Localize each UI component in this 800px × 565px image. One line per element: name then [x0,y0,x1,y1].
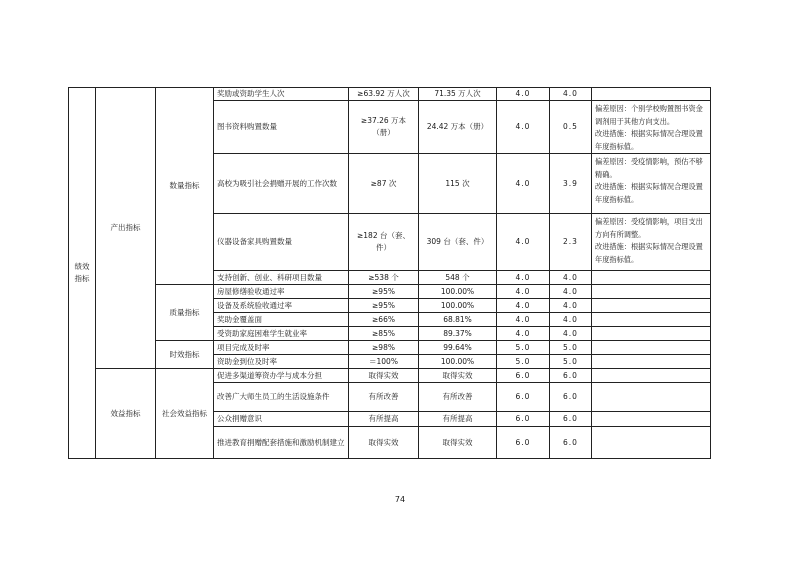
target-cell: 有所改善 [349,383,419,412]
note-cell [592,88,711,101]
indicator-cell: 资助金到位及时率 [214,355,349,369]
table-row [69,88,711,101]
note-cell [592,383,711,412]
deviation-reason-text: 偏差原因：受疫情影响，预估不够精确。 [595,157,703,179]
improvement-measure-text: 改进措施：根据实际情况合理设置年度指标值。 [595,242,703,264]
indicator-cell: 房屋修缮验收通过率 [214,285,349,299]
performance-indicator-table [68,87,711,459]
score-cell: 4.0 [550,327,592,341]
benefit-indicator-cell: 效益指标 [96,369,156,459]
indicator-cell: 仪器设备家具购置数量 [214,214,349,271]
actual-cell: 89.37% [419,327,497,341]
target-cell: ≥63.92 万人次 [349,88,419,101]
actual-cell: 68.81% [419,313,497,327]
actual-cell: 24.42 万本（册） [419,101,497,154]
target-cell: ≥87 次 [349,154,419,214]
weight-cell: 5.0 [497,341,550,355]
level1-cell: 绩效指标 [69,88,96,459]
note-cell [592,341,711,355]
score-cell: 5.0 [550,341,592,355]
target-cell: ＝100% [349,355,419,369]
weight-cell: 4.0 [497,214,550,271]
weight-cell: 4.0 [497,285,550,299]
score-cell: 5.0 [550,355,592,369]
actual-cell: 548 个 [419,271,497,285]
score-cell: 2.3 [550,214,592,271]
weight-cell: 6.0 [497,369,550,383]
target-cell: ≥538 个 [349,271,419,285]
note-cell [592,299,711,313]
actual-cell: 取得实效 [419,369,497,383]
quantity-indicator-cell: 数量指标 [156,88,214,285]
table-row [69,341,711,355]
weight-cell: 4.0 [497,101,550,154]
score-cell: 6.0 [550,369,592,383]
improvement-measure-text: 改进措施：根据实际情况合理设置年度指标值。 [595,129,703,151]
score-cell: 4.0 [550,313,592,327]
score-cell: 4.0 [550,299,592,313]
weight-cell: 4.0 [497,313,550,327]
quality-indicator-cell: 质量指标 [156,285,214,341]
indicator-cell: 改善广大师生员工的生活设施条件 [214,383,349,412]
indicator-cell: 受资助家庭困难学生就业率 [214,327,349,341]
weight-cell: 6.0 [497,383,550,412]
deviation-reason-text: 偏差原因：个别学校购置图书资金调剂用于其他方向支出。 [595,104,703,126]
indicator-cell: 推进教育捐赠配套措施和激励机制建立 [214,427,349,459]
indicator-cell: 支持创新、创业、科研项目数量 [214,271,349,285]
target-cell: ≥66% [349,313,419,327]
score-cell: 0.5 [550,101,592,154]
note-cell [592,412,711,427]
score-cell: 6.0 [550,383,592,412]
score-cell: 4.0 [550,88,592,101]
note-cell [592,101,711,154]
indicator-cell: 高校为吸引社会捐赠开展的工作次数 [214,154,349,214]
note-cell [592,154,711,214]
note-cell [592,285,711,299]
indicator-cell: 项目完成及时率 [214,341,349,355]
target-cell: 取得实效 [349,427,419,459]
indicator-cell: 促进多渠道筹资办学与成本分担 [214,369,349,383]
weight-cell: 6.0 [497,412,550,427]
score-cell: 3.9 [550,154,592,214]
weight-cell: 5.0 [497,355,550,369]
actual-cell: 99.64% [419,341,497,355]
deviation-reason-text: 偏差原因：受疫情影响，项目支出方向有所调整。 [595,217,703,239]
note-cell [592,355,711,369]
score-cell: 4.0 [550,271,592,285]
target-cell: ≥95% [349,285,419,299]
page-number: 74 [394,495,406,504]
actual-cell: 71.35 万人次 [419,88,497,101]
indicator-cell: 奖助金覆盖面 [214,313,349,327]
timeliness-indicator-cell: 时效指标 [156,341,214,369]
weight-cell: 4.0 [497,327,550,341]
improvement-measure-text: 改进措施：根据实际情况合理设置年度指标值。 [595,182,703,204]
note-cell [592,369,711,383]
actual-cell: 100.00% [419,285,497,299]
target-cell: ≥182 台（套、件） [349,214,419,271]
indicator-cell: 图书资料购置数量 [214,101,349,154]
actual-cell: 取得实效 [419,427,497,459]
target-cell: ≥37.26 万本（册） [349,101,419,154]
actual-cell: 有所提高 [419,412,497,427]
table-row [69,285,711,299]
note-cell [592,313,711,327]
table-row [69,369,711,383]
indicator-cell: 设备及系统验收通过率 [214,299,349,313]
actual-cell: 309 台（套、件） [419,214,497,271]
target-cell: ≥95% [349,299,419,313]
weight-cell: 4.0 [497,271,550,285]
weight-cell: 6.0 [497,427,550,459]
indicator-cell: 奖励或资助学生人次 [214,88,349,101]
actual-cell: 有所改善 [419,383,497,412]
target-cell: 取得实效 [349,369,419,383]
target-cell: ≥98% [349,341,419,355]
target-cell: ≥85% [349,327,419,341]
note-cell [592,271,711,285]
actual-cell: 100.00% [419,299,497,313]
actual-cell: 100.00% [419,355,497,369]
note-cell [592,214,711,271]
score-cell: 4.0 [550,285,592,299]
indicator-cell: 公众捐赠意识 [214,412,349,427]
score-cell: 6.0 [550,427,592,459]
social-benefit-indicator-cell: 社会效益指标 [156,369,214,459]
actual-cell: 115 次 [419,154,497,214]
target-cell: 有所提高 [349,412,419,427]
note-cell [592,327,711,341]
weight-cell: 4.0 [497,154,550,214]
weight-cell: 4.0 [497,88,550,101]
weight-cell: 4.0 [497,299,550,313]
note-cell [592,427,711,459]
score-cell: 6.0 [550,412,592,427]
output-indicator-cell: 产出指标 [96,88,156,369]
